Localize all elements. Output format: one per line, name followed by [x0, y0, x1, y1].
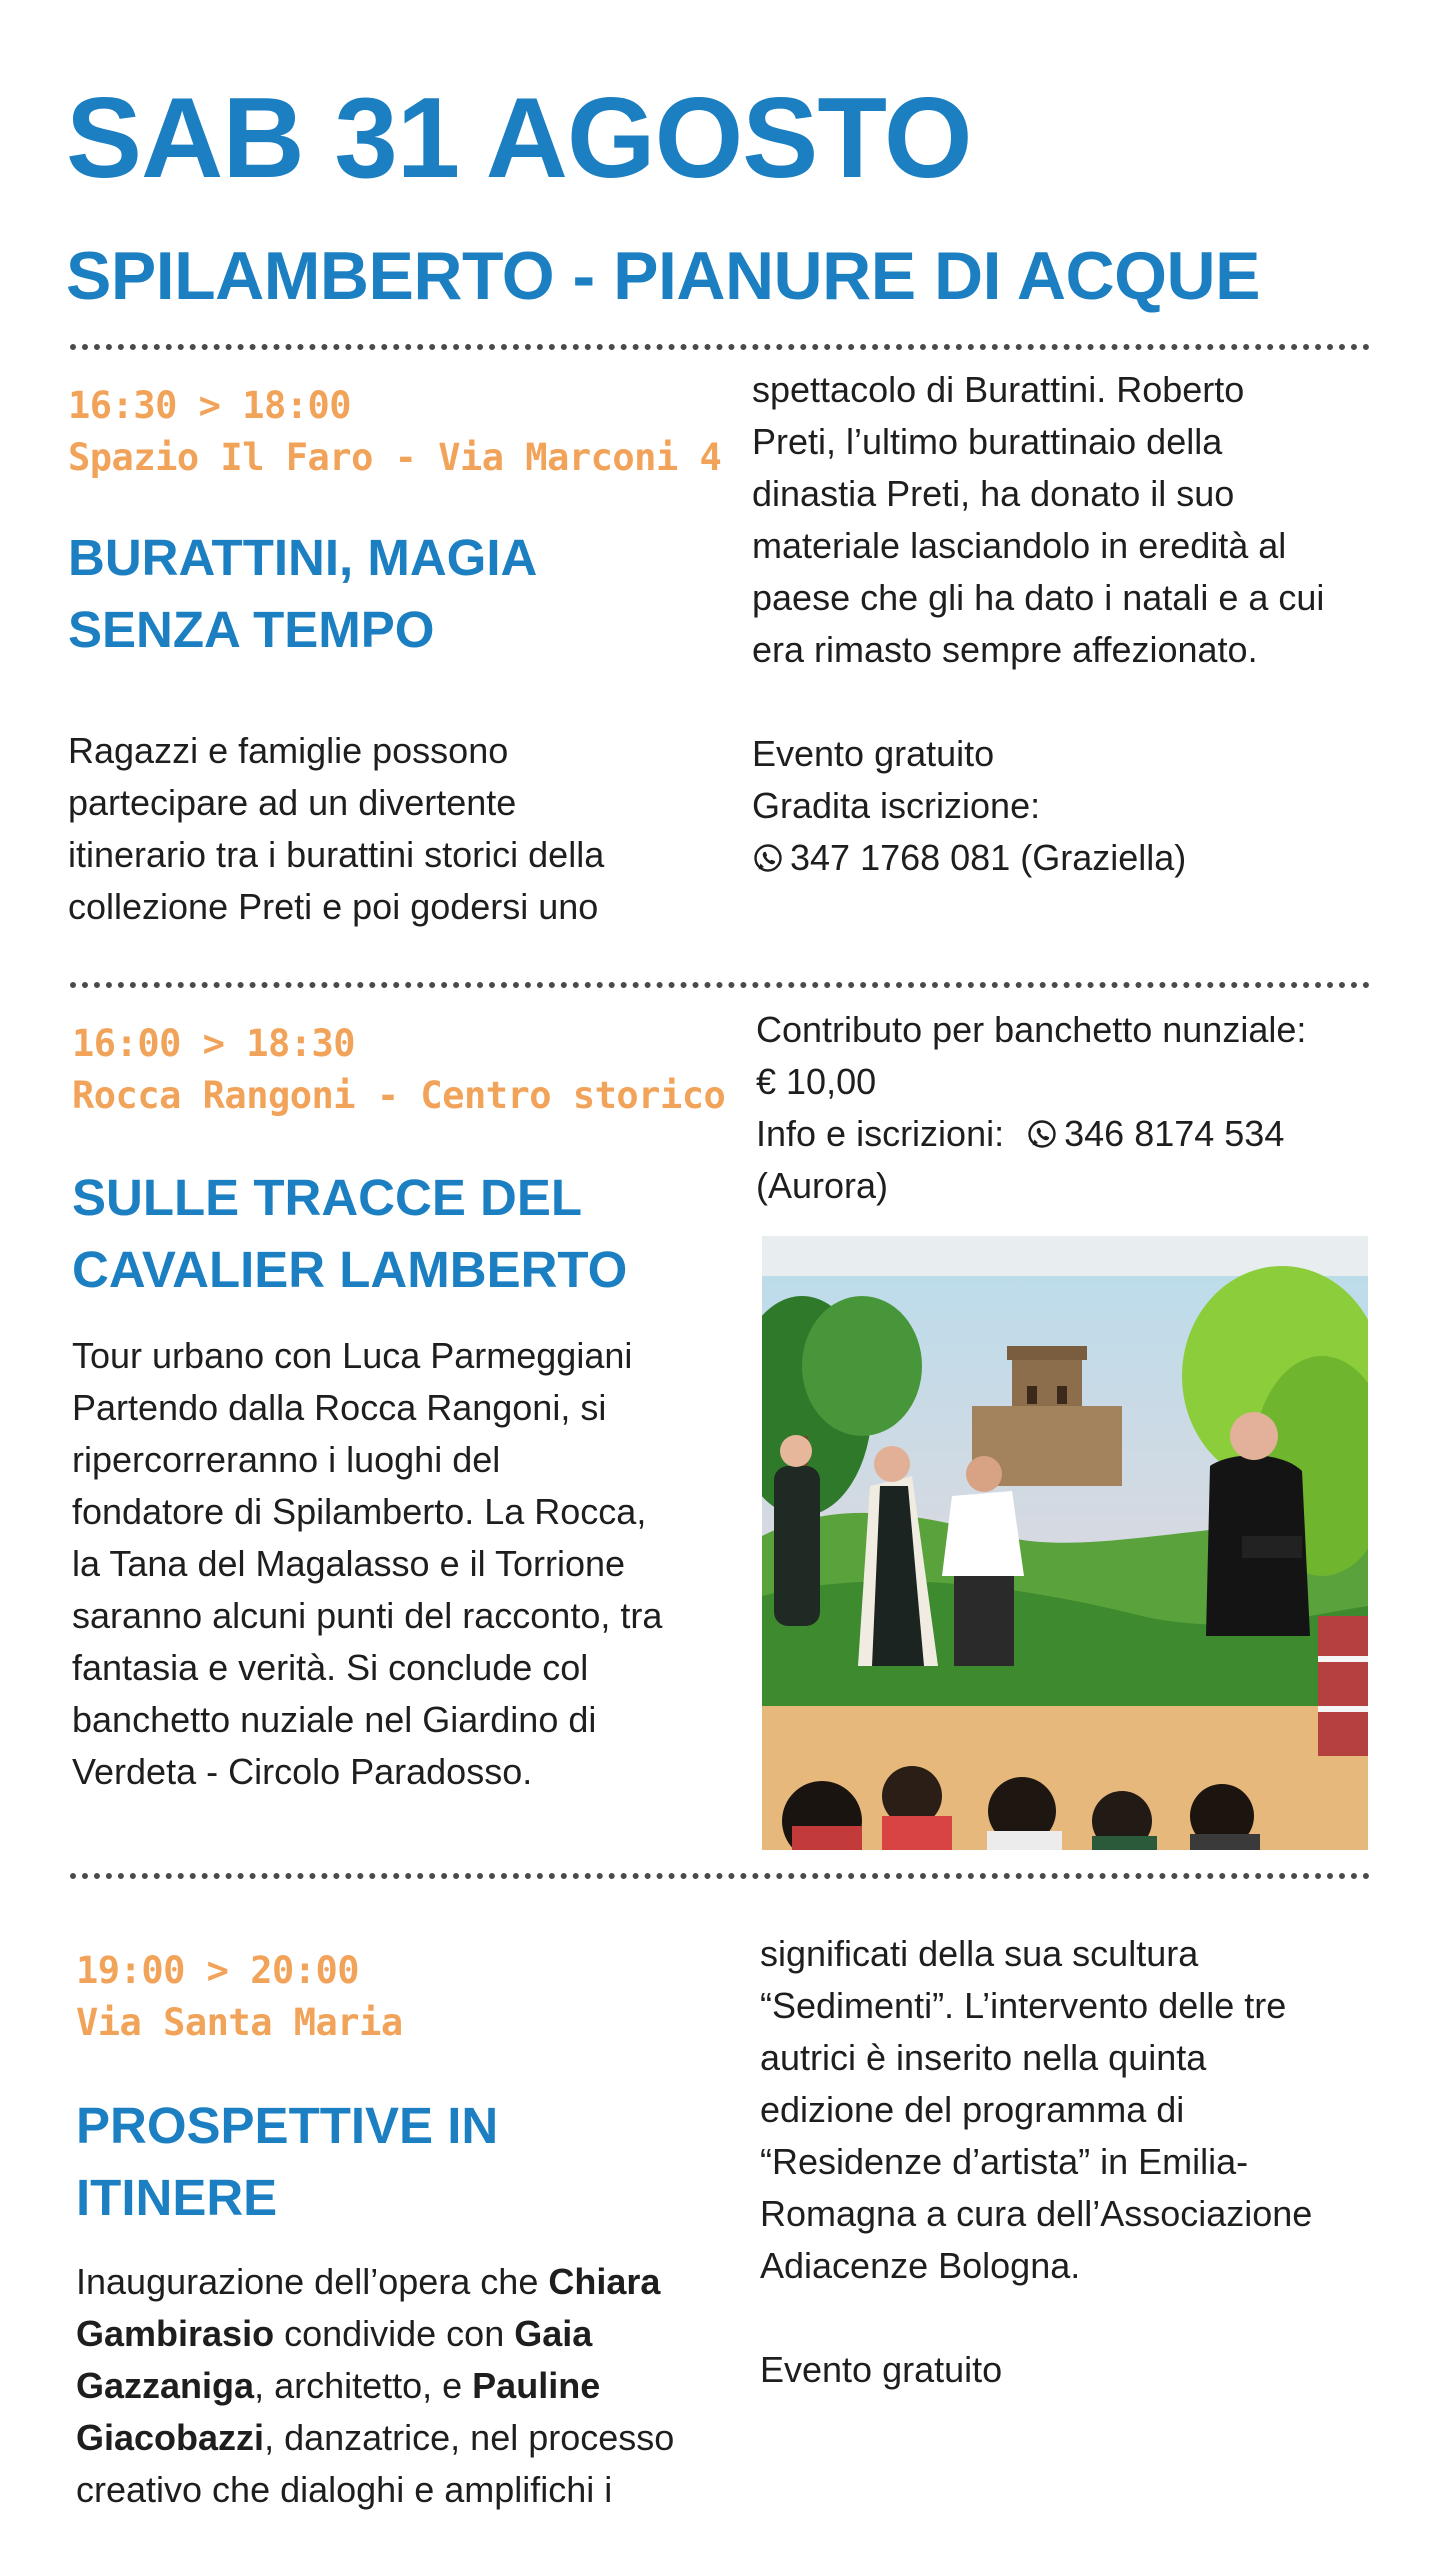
info-label: Info e iscrizioni:	[756, 1113, 1005, 1154]
event-location: Via Santa Maria	[76, 2001, 403, 2044]
phone-number: 346 8174 534	[1064, 1113, 1285, 1154]
description-line: creativo che dialoghi e amplifichi i	[76, 2469, 613, 2510]
description-line: Giacobazzi, danzatrice, nel processo	[76, 2417, 675, 2458]
description-line: Gazzaniga, architetto, e Pauline	[76, 2365, 601, 2406]
event-title-line: BURATTINI, MAGIA	[68, 529, 538, 586]
event-time: 16:30 > 18:00	[68, 384, 352, 427]
event-description-continued: significati della sua scultura “Sedimenti”. L’intervento delle tre autrici è inserito nella quinta edizione del programma di “Residenze d’artista” in Emilia- Romagna a cura dell’Associazione Adiacenze Bologna.	[760, 1933, 1313, 2286]
event-location: Rocca Rangoni - Centro storico	[72, 1074, 726, 1117]
event-description: Ragazzi e famiglie possono partecipare ad un divertente itinerario tra i burattini storici della collezione Preti e poi godersi uno	[68, 730, 605, 927]
event-title	[72, 1162, 627, 1306]
event-time: 16:00 > 18:30	[72, 1022, 356, 1065]
event-info: Evento gratuito Gradita iscrizione: 347 1768 081 (Graziella)	[752, 728, 1372, 884]
event-title	[76, 2090, 498, 2234]
event-description: Tour urbano con Luca Parmeggiani Partendo dalla Rocca Rangoni, si ripercorreranno i luoghi del fondatore di Spilamberto. La Rocca, la Tana del Magalasso e il Torrione saranno alcuni punti del racconto, tra fantasia e verità. Si conclude col banchetto nuziale nel Giardino di Verdeta - Circolo Paradosso.	[72, 1335, 663, 1792]
phone-contact[interactable]	[752, 832, 1372, 884]
description-line: Inaugurazione dell’opera che Chiara	[76, 2261, 661, 2302]
dotted-divider	[70, 1873, 1370, 1879]
event-title-line: SULLE TRACCE DEL	[72, 1169, 582, 1226]
event-title	[68, 522, 537, 666]
event-time: 19:00 > 20:00	[76, 1949, 360, 1992]
event-title-line: PROSPETTIVE IN	[76, 2097, 499, 2154]
event-location: Spazio Il Faro - Via Marconi 4	[68, 436, 722, 479]
contact-name: (Aurora)	[756, 1165, 889, 1206]
event-info: Contributo per banchetto nunziale: € 10,00 Info e iscrizioni: 346 8174 534 (Aurora)	[756, 1004, 1376, 1212]
phone-number: 347 1768 081 (Graziella)	[790, 837, 1187, 878]
page-place-heading: SPILAMBERTO - PIANURE DI ACQUE	[66, 238, 1260, 314]
dotted-divider	[70, 982, 1370, 988]
whatsapp-icon	[1026, 1118, 1058, 1150]
event-title-line: CAVALIER LAMBERTO	[72, 1241, 628, 1298]
event-title-line: SENZA TEMPO	[68, 601, 435, 658]
dotted-divider	[70, 344, 1370, 350]
event-info: Evento gratuito	[760, 2349, 1003, 2390]
description-line: Gambirasio condivide con Gaia	[76, 2313, 593, 2354]
puppet-show-illustration	[762, 1236, 1368, 1850]
event-description	[76, 2256, 756, 2516]
event-photo	[762, 1236, 1368, 1850]
event-description-continued: spettacolo di Burattini. Roberto Preti, l’ultimo burattinaio della dinastia Preti, ha donato il suo materiale lasciandolo in eredità al paese che gli ha dato i natali e a cui era rimasto sempre affezionato.	[752, 369, 1325, 670]
whatsapp-icon	[752, 842, 784, 874]
page-date-heading: SAB 31 AGOSTO	[66, 75, 972, 202]
event-title-line: ITINERE	[76, 2169, 278, 2226]
phone-contact[interactable]	[756, 1108, 1376, 1160]
